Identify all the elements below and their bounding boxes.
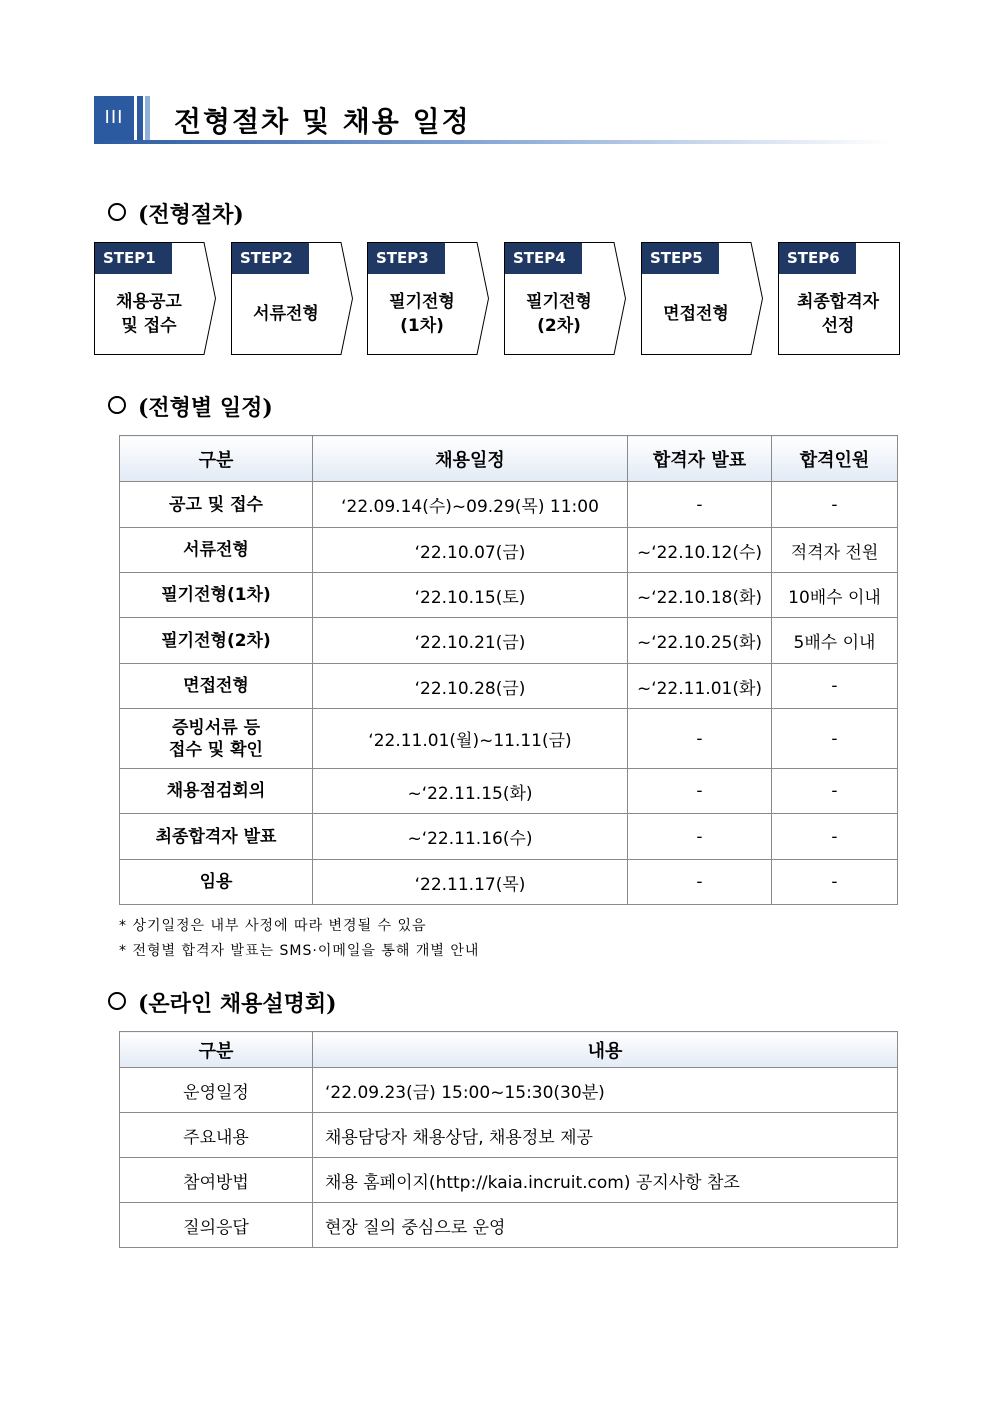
- row-count: -: [772, 709, 898, 769]
- row-count: -: [772, 664, 898, 709]
- table-row: [120, 573, 898, 618]
- step-label-line1: 채용공고: [116, 292, 182, 312]
- row-category: [120, 573, 313, 618]
- table-row: [120, 769, 898, 814]
- category-line1: 채용점검회의: [166, 781, 266, 801]
- col-header-category: 구분: [120, 1032, 313, 1068]
- table-row: [120, 1203, 898, 1248]
- category-line1: 면접전형: [183, 676, 249, 696]
- step-tag: STEP2: [232, 243, 309, 274]
- step-label-line1: 필기전형: [389, 292, 455, 312]
- row-count: -: [772, 860, 898, 905]
- row-label: 주요내용: [120, 1113, 313, 1158]
- step-box-2: [231, 242, 353, 355]
- row-schedule: ‘22.10.15(토): [313, 573, 628, 618]
- table-row: [120, 618, 898, 664]
- row-category: [120, 482, 313, 528]
- circle-bullet-icon: [108, 992, 126, 1010]
- row-announce: ~‘22.10.12(수): [628, 528, 772, 573]
- row-content: ‘22.09.23(금) 15:00~15:30(30분): [313, 1068, 898, 1113]
- row-category: [120, 860, 313, 905]
- row-category: [120, 769, 313, 814]
- table-row: [120, 528, 898, 573]
- table-row: [120, 814, 898, 860]
- section-header: [94, 96, 890, 146]
- category-line1: 필기전형(2차): [161, 630, 271, 651]
- section-number: III: [94, 96, 134, 140]
- step-label-line2: (2차): [537, 316, 581, 336]
- schedule-notes: [119, 914, 479, 964]
- row-label: 질의응답: [120, 1203, 313, 1248]
- category-line1: 최종합격자 발표: [155, 826, 277, 847]
- table-row: [120, 860, 898, 905]
- row-announce: -: [628, 709, 772, 769]
- category-line1: 공고 및 접수: [169, 494, 263, 515]
- header-accent-bar: [137, 96, 143, 140]
- step-label-line1: 최종합격자: [796, 292, 880, 312]
- table-row: [120, 1158, 898, 1203]
- category-line2: 접수 및 확인: [169, 739, 263, 760]
- col-header-category: 구분: [120, 436, 313, 482]
- step-tag: STEP5: [642, 243, 719, 274]
- step-tag: STEP1: [95, 243, 172, 274]
- step-tag: STEP4: [505, 243, 582, 274]
- section-title: 전형절차 및 채용 일정: [174, 105, 471, 138]
- step-tag: STEP3: [368, 243, 445, 274]
- row-category: [120, 618, 313, 664]
- step-label-line2: (1차): [400, 316, 444, 336]
- header-accent-bar-light: [145, 96, 150, 140]
- row-category: [120, 528, 313, 573]
- row-category: [120, 664, 313, 709]
- step-box-4: [504, 242, 626, 355]
- row-label: 운영일정: [120, 1068, 313, 1113]
- schedule-heading: (전형별 일정): [108, 391, 273, 422]
- category-line1: 증빙서류 등: [171, 717, 261, 738]
- row-schedule: ‘22.11.01(월)~11.11(금): [313, 709, 628, 769]
- row-schedule: ‘22.10.21(금): [313, 618, 628, 664]
- row-schedule: ‘22.11.17(목): [313, 860, 628, 905]
- header-underline: [94, 140, 890, 144]
- row-announce: ~‘22.10.18(화): [628, 573, 772, 618]
- row-content: 채용 홈페이지(http://kaia.incruit.com) 공지사항 참조: [313, 1158, 898, 1203]
- step-tag: STEP6: [779, 243, 856, 274]
- row-content: 채용담당자 채용상담, 채용정보 제공: [313, 1113, 898, 1158]
- table-row: [120, 1113, 898, 1158]
- row-schedule: ~‘22.11.15(화): [313, 769, 628, 814]
- row-content: 현장 질의 중심으로 운영: [313, 1203, 898, 1248]
- step-box-5: [641, 242, 763, 355]
- step-label-line1: 서류전형: [253, 304, 319, 324]
- note-item: * 전형별 합격자 발표는 SMS·이메일을 통해 개별 안내: [119, 943, 480, 959]
- col-header-content: 내용: [313, 1032, 898, 1068]
- row-schedule: ‘22.10.28(금): [313, 664, 628, 709]
- circle-bullet-icon: [108, 203, 126, 221]
- row-count: -: [772, 814, 898, 860]
- step-label-line1: 필기전형: [526, 292, 592, 312]
- row-announce: -: [628, 814, 772, 860]
- row-schedule: ~‘22.11.16(수): [313, 814, 628, 860]
- row-category: [120, 709, 313, 769]
- table-row: [120, 664, 898, 709]
- note-item: * 상기일정은 내부 사정에 따라 변경될 수 있음: [119, 918, 427, 934]
- row-announce: -: [628, 482, 772, 528]
- table-row: [120, 709, 898, 769]
- row-announce: -: [628, 769, 772, 814]
- step-label: [94, 286, 204, 342]
- online-table: [119, 1031, 898, 1248]
- row-label: 참여방법: [120, 1158, 313, 1203]
- table-row: [120, 1068, 898, 1113]
- row-schedule: ‘22.09.14(수)~09.29(목) 11:00: [313, 482, 628, 528]
- col-header-announce: 합격자 발표: [628, 436, 772, 482]
- step-box-3: [367, 242, 489, 355]
- step-label-line2: 및 접수: [121, 316, 177, 336]
- row-announce: ~‘22.11.01(화): [628, 664, 772, 709]
- row-announce: ~‘22.10.25(화): [628, 618, 772, 664]
- category-line1: 서류전형: [183, 540, 249, 560]
- row-count: 적격자 전원: [772, 528, 898, 573]
- row-announce: -: [628, 860, 772, 905]
- online-heading: (온라인 채용설명회): [108, 987, 337, 1018]
- schedule-table: [119, 435, 898, 905]
- col-header-schedule: 채용일정: [313, 436, 628, 482]
- step-box-1: [94, 242, 216, 355]
- row-count: 10배수 이내: [772, 573, 898, 618]
- row-count: -: [772, 769, 898, 814]
- step-label-line2: 선정: [821, 316, 855, 336]
- step-label: [641, 286, 751, 342]
- step-box-6: [778, 242, 900, 355]
- row-category: [120, 814, 313, 860]
- row-schedule: ‘22.10.07(금): [313, 528, 628, 573]
- step-label-line1: 면접전형: [663, 304, 729, 324]
- circle-bullet-icon: [108, 396, 126, 414]
- table-row: [120, 482, 898, 528]
- step-label: [778, 286, 898, 342]
- category-line1: 임용: [199, 872, 233, 892]
- category-line1: 필기전형(1차): [161, 585, 271, 605]
- step-label: [504, 286, 614, 342]
- process-heading: (전형절차): [108, 198, 244, 229]
- row-count: 5배수 이내: [772, 618, 898, 664]
- row-count: -: [772, 482, 898, 528]
- step-label: [231, 286, 341, 342]
- col-header-count: 합격인원: [772, 436, 898, 482]
- step-label: [367, 286, 477, 342]
